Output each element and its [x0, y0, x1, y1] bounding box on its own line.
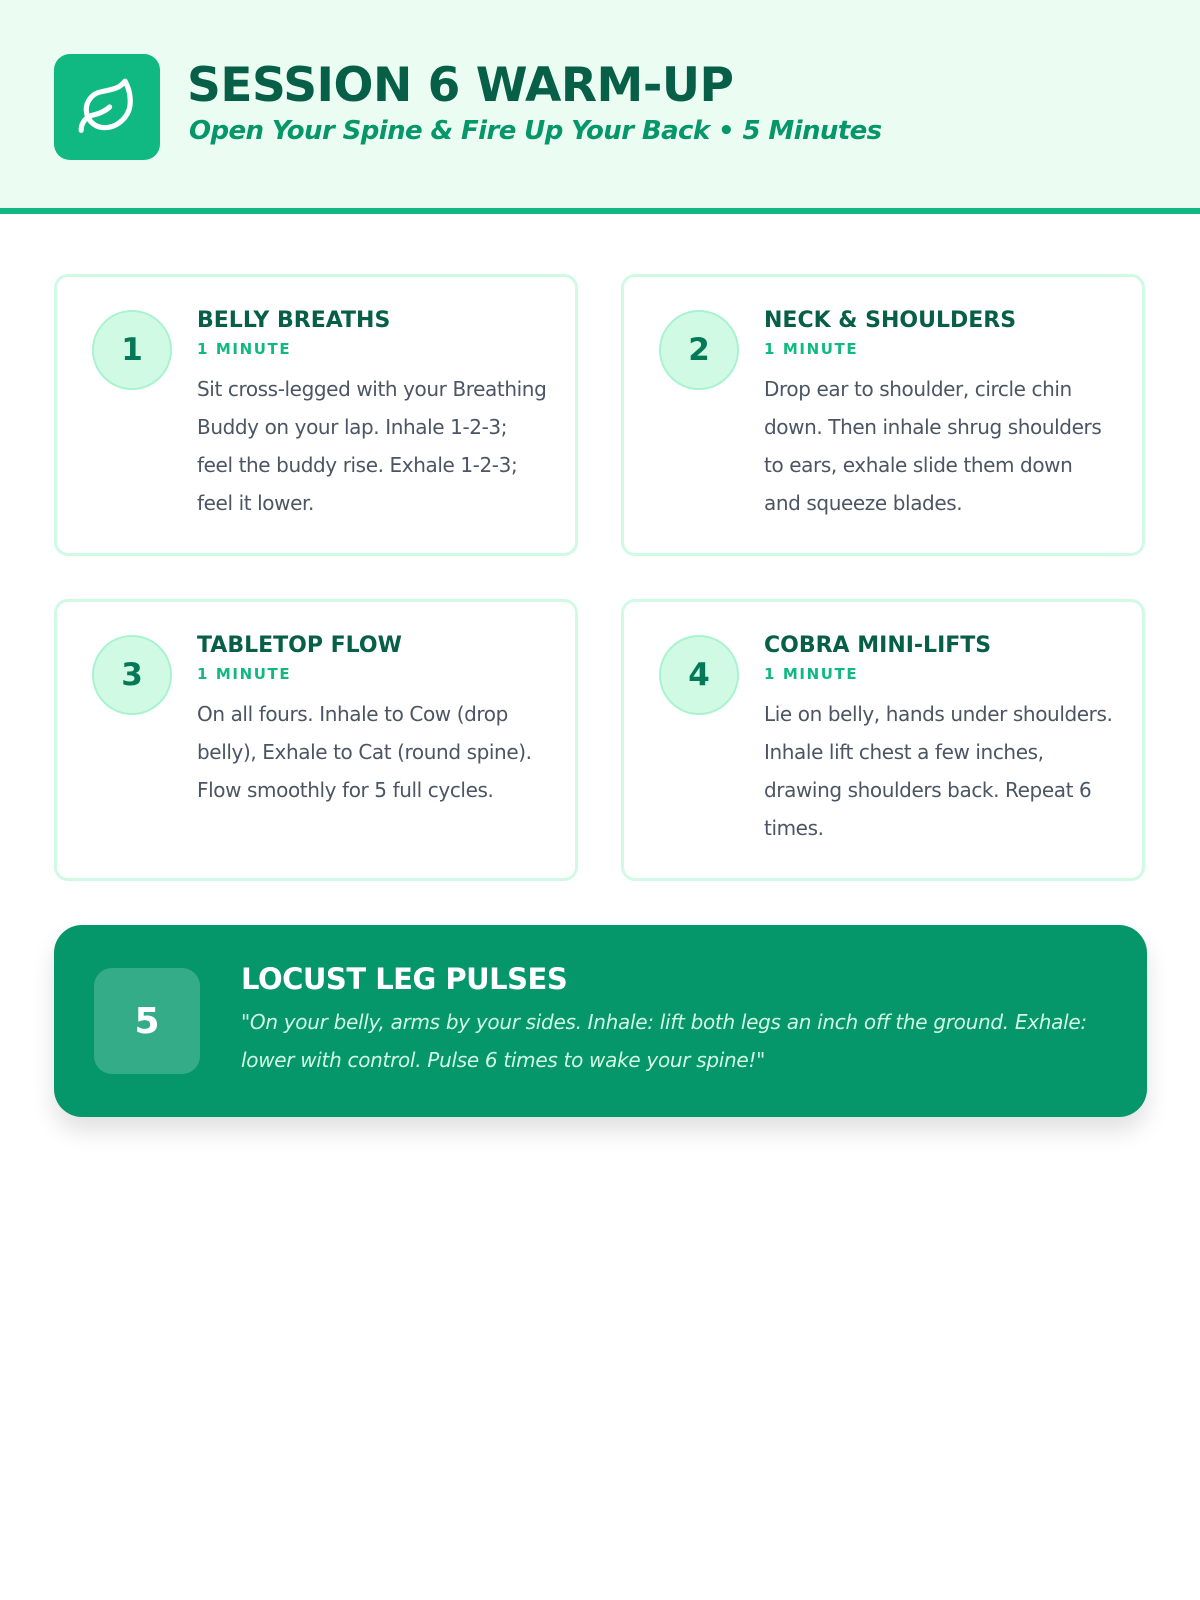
step-title: BELLY BREATHS [197, 308, 391, 333]
page-subtitle: Open Your Spine & Fire Up Your Back • 5 Minutes [189, 116, 882, 146]
step-title: COBRA MINI-LIFTS [764, 633, 992, 658]
step-description: Sit cross-legged with your Breathing Buddy on your lap. Inhale 1-2-3; feel the buddy rise. Exhale 1-2-3; feel it lower. [197, 377, 547, 515]
page-title: SESSION 6 WARM-UP [187, 58, 734, 113]
leaf-icon [76, 76, 138, 138]
step-duration: 1 MINUTE [764, 665, 859, 683]
step-description: Lie on belly, hands under shoulders. Inhale lift chest a few inches, drawing shoulders back. Repeat 6 times. [764, 702, 1113, 840]
step-duration: 1 MINUTE [197, 665, 292, 683]
step-number-badge: 4 [659, 635, 739, 715]
page-header [0, 0, 1200, 214]
step-duration: 1 MINUTE [197, 340, 292, 358]
step-number-badge: 2 [659, 310, 739, 390]
step-card-neck-shoulders [621, 274, 1145, 556]
logo-badge [54, 54, 160, 160]
step-duration: 1 MINUTE [764, 340, 859, 358]
step-number-badge: 1 [92, 310, 172, 390]
step-card-cobra-mini-lifts [621, 599, 1145, 881]
step-card-tabletop-flow [54, 599, 578, 881]
step-description: Drop ear to shoulder, circle chin down. Then inhale shrug shoulders to ears, exhale slide them down and squeeze blades. [764, 377, 1102, 515]
step-number-badge: 3 [92, 635, 172, 715]
step-title: NECK & SHOULDERS [764, 308, 1017, 333]
step-description: On all fours. Inhale to Cow (drop belly), Exhale to Cat (round spine). Flow smoothly for 5 full cycles. [197, 702, 532, 802]
final-step-title: LOCUST LEG PULSES [241, 962, 568, 996]
step-card-belly-breaths [54, 274, 578, 556]
final-step-number-badge: 5 [94, 968, 200, 1074]
step-title: TABLETOP FLOW [197, 633, 402, 658]
final-step-quote: "On your belly, arms by your sides. Inhale: lift both legs an inch off the ground. Exhale: lower with control. Pulse 6 times to wake your spine!" [241, 1010, 1087, 1072]
final-step-banner [54, 925, 1147, 1117]
